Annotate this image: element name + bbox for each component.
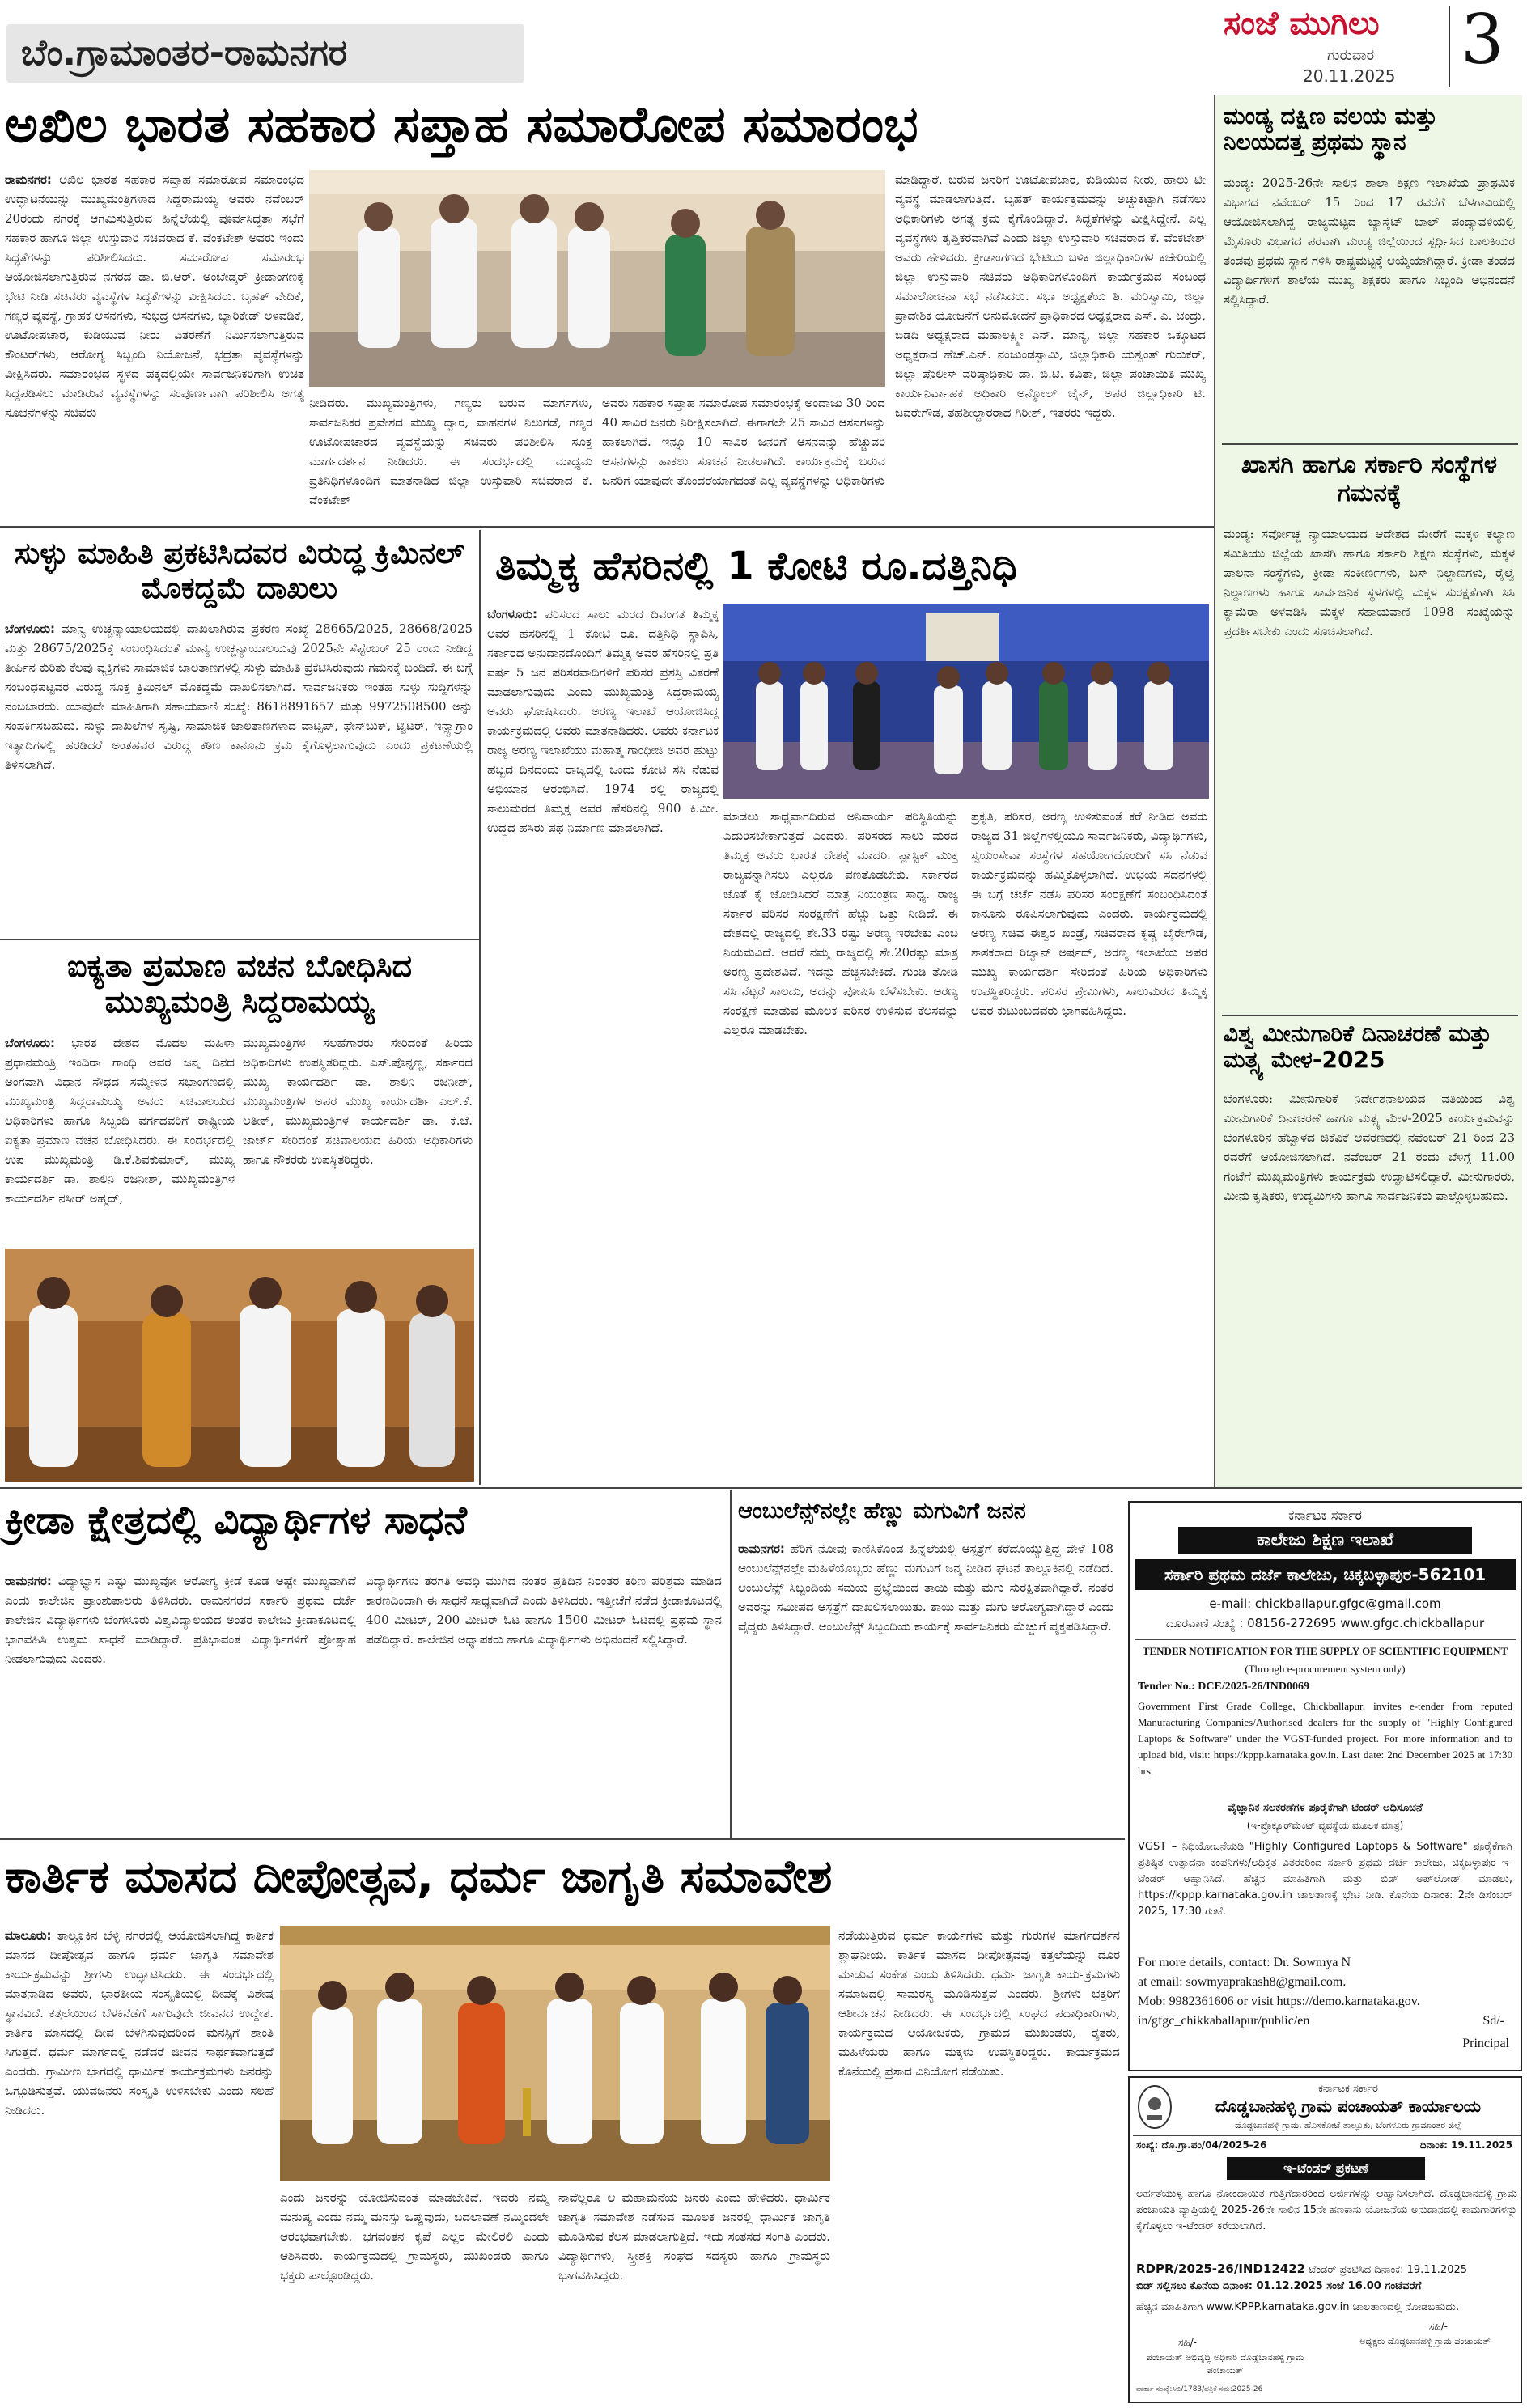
ad-gov-label: ಕರ್ನಾಟಕ ಸರ್ಕಾರ [1288,1507,1362,1523]
story-ambulance-birth [733,1490,1122,1838]
section-label-box [6,24,524,83]
story-col-4: ನಡೆಯುತ್ತಿರುವ ಧರ್ಮ ಕಾರ್ಯಗಳು ಮತ್ತು ಗುರುಗಳ ಮಾರ್ಗದರ್ಶನ ಶ್ಲಾಘನೀಯ. ಕಾರ್ತಿಕ ಮಾಸದ ದೀಪೋತ್ಸವವು ಕತ್ತಲೆಯನ್ನು ದೂರ ಮಾಡುವ ಸಂಕೇತ ಎಂದು ತಿಳಿಸಿದರು. ಧರ್ಮ ಜಾಗೃತಿ ಕಾರ್ಯಕ್ರಮಗಳು ಸಮಾಜದಲ್ಲಿ ಸಾಮರಸ್ಯ ಮೂಡಿಸುತ್ತವೆ ಎಂದರು. ಶ್ರೀಗಳು ಭಕ್ತರಿಗೆ ಆಶೀರ್ವಚನ ನೀಡಿದರು. ಈ ಸಂದರ್ಭದಲ್ಲಿ ಸಂಘದ ಪದಾಧಿಕಾರಿಗಳು, ಕಾರ್ಯಕ್ರಮದ ಆಯೋಜಕರು, ಗ್ರಾಮದ ಮುಖಂಡರು, ರೈತರು, ಮಹಿಳೆಯರು ಹಾಗೂ ಮಕ್ಕಳು ಉಪಸ್ಥಿತರಿದ್ದರು. ಕಾರ್ಯಕ್ರಮದ ಕೊನೆಯಲ್ಲಿ ಪ್ರಸಾದ ವಿನಿಯೋಗ ನಡೆಯಿತು. [838,1928,1120,2079]
ad-college-banner: ಸರ್ಕಾರಿ ಪ್ರಥಮ ದರ್ಜೆ ಕಾಲೇಜು, ಚಿಕ್ಕಬಳ್ಳಾಪುರ-562101 [1135,1559,1516,1590]
story-text [5,619,473,935]
dateline: ರಾಮನಗರ: [5,1574,52,1588]
brief-divider-1 [1222,443,1518,445]
story-photo [723,604,1209,799]
ad-sign-left: ಪಂಚಾಯತ್ ಅಭಿವೃದ್ಧಿ ಅಧಿಕಾರಿ ದೊಡ್ಡಬಾನಹಳ್ಳಿ ಗ್ರಾಮ ಪಂಚಾಯತ್ [1146,2352,1304,2376]
ad-divider [1133,2135,1521,2136]
ad-kn-head: ವೈಜ್ಞಾನಿಕ ಸಲಕರಣೆಗಳ ಪೂರೈಕೆಗಾಗಿ ಟೆಂಡರ್ ಅಧಿಸೂಚನೆ [1228,1802,1423,1814]
ad-site: ಹೆಚ್ಚಿನ ಮಾಹಿತಿಗಾಗಿ www.KPPP.karnataka.gov.in ಜಾಲತಾಣದಲ್ಲಿ ನೋಡಬಹುದು. [1136,2301,1460,2313]
ad-contact-2: at email: sowmyaprakash8@gmail.com. [1138,1975,1347,1989]
story-col-1 [5,1926,274,2400]
ad-tender-body: Government First Grade College, Chickballapur, invites e-tender from reputed Manufacturing Companies/Authorised dealers for the supply of "Highly Configured Laptops & Software" under the VGST-funded project. For more information and to upload bid, visit: https://kppp.karnataka.gov.in. Last date: 2nd December 2025 at 17:30 hrs. [1138,1700,1512,1777]
ad-tender-title: TENDER NOTIFICATION FOR THE SUPPLY OF SCIENTIFIC EQUIPMENT [1142,1645,1508,1657]
brand-name: ಸಂಜೆ ಮುಗಿಲು [1224,5,1380,42]
story-photo [280,1926,830,2181]
ad-kn-body: VGST – ನಿಧಿಯೋಜನೆಯಡಿ "Highly Configured Laptops & Software" ಪೂರೈಕೆಗಾಗಿ ಪ್ರತಿಷ್ಠಿತ ಉತ್ಪಾದನಾ ಕಂಪನಿಗಳು/ಅಧಿಕೃತ ವಿತರಕರಿಂದ ಸರ್ಕಾರಿ ಪ್ರಥಮ ದರ್ಜೆ ಕಾಲೇಜು, ಚಿಕ್ಕಬಳ್ಳಾಪುರ ಇ-ಟೆಂಡರ್ ಆಹ್ವಾನಿಸಿದೆ. ಹೆಚ್ಚಿನ ಮಾಹಿತಿಗಾಗಿ ಮತ್ತು ಬಿಡ್ ಅಪ್‌ಲೋಡ್ ಮಾಡಲು, https://kppp.karnataka.gov.in ಜಾಲತಾಣಕ್ಕೆ ಭೇಟಿ ನೀಡಿ. ಕೊನೆಯ ದಿನಾಂಕ: 2ನೇ ಡಿಸೆಂಬರ್ 2025, 17:30 ಗಂಟೆ. [1138,1841,1512,1918]
story-headline: ಆಂಬುಲೆನ್ಸ್‌ನಲ್ಲೇ ಹೆಣ್ಣು ಮಗುವಿಗೆ ಜನನ [738,1499,1026,1524]
tender-ad-college [1128,1501,1522,2071]
masthead [0,0,1527,97]
ad-ref: ಸಂಖ್ಯೆ: ದೊ.ಗ್ರಾ.ಪಂ/04/2025-26 [1136,2139,1267,2151]
story-photo [309,170,885,387]
row-divider-3 [0,1487,1522,1489]
ad-sd-left: ಸಹಿ/- [1178,2337,1197,2348]
tender-ad-panchayat [1128,2076,1522,2403]
ad-tender-banner: ಇ-ಟೆಂಡರ್ ಪ್ರಕಟಣೆ [1227,2157,1425,2180]
brief-text-1: ಮಂಡ್ಯ: 2025-26ನೇ ಸಾಲಿನ ಶಾಲಾ ಶಿಕ್ಷಣ ಇಲಾಖೆಯ ಪ್ರಾಥಮಿಕ ವಿಭಾಗದ ನವೆಂಬರ್ 15 ರಿಂದ 17 ರವರೆಗೆ ಬೆಳಗಾವಿಯಲ್ಲಿ ಆಯೋಜಿಸಲಾಗಿದ್ದ ರಾಜ್ಯಮಟ್ಟದ ಬ್ಯಾಸ್ಕೆಟ್ ಬಾಲ್ ಪಂದ್ಯಾವಳಿಯಲ್ಲಿ ಮೈಸೂರು ವಿಭಾಗದ ಪರವಾಗಿ ಮಂಡ್ಯ ಜಿಲ್ಲೆಯಿಂದ ಸ್ಪರ್ಧಿಸಿದ ಬಾಲಕಿಯರ ತಂಡವು ಪ್ರಥಮ ಸ್ಥಾನ ಗಳಿಸಿ ರಾಷ್ಟ್ರಮಟ್ಟಕ್ಕೆ ಆಯ್ಕೆಯಾಗಿದ್ದಾರೆ. ಕ್ರೀಡಾ ತಂಡದ ವಿದ್ಯಾರ್ಥಿಗಳಿಗೆ ಶಾಲೆಯ ಮುಖ್ಯ ಶಿಕ್ಷಕರು ಹಾಗೂ ಸಿಬ್ಬಂದಿ ಅಭಿನಂದನೆ ಸಲ್ಲಿಸಿದ್ದಾರೆ. [1224,176,1515,307]
story-karthika-deepotsava [0,1842,1125,2405]
story-text: ಪರಿಸರದ ಸಾಲು ಮರದ ದಿವಂಗತ ತಿಮ್ಮಕ್ಕ ಅವರ ಹೆಸರಿನಲ್ಲಿ 1 ಕೋಟಿ ರೂ. ದತ್ತಿನಿಧಿ ಸ್ಥಾಪಿಸಿ, ಸರ್ಕಾರದ ಅನುದಾನದೊಂದಿಗೆ ತಿಮ್ಮಕ್ಕ ಅವರ ಹೆಸರಿನಲ್ಲಿ ಪ್ರತಿ ವರ್ಷ 5 ಜನ ಪರಿಸರವಾದಿಗಳಿಗೆ ಪರಿಸರ ಪ್ರಶಸ್ತಿ ವಿತರಣೆ ಮಾಡಲಾಗುವುದು ಎಂದು ಮುಖ್ಯಮಂತ್ರಿ ಸಿದ್ದರಾಮಯ್ಯ ಅವರು ಘೋಷಿಸಿದರು. ಅರಣ್ಯ ಇಲಾಖೆ ಆಯೋಜಿಸಿದ್ದ ಕಾರ್ಯಕ್ರಮದಲ್ಲಿ ಅವರು ಮಾತನಾಡಿದರು. ಅವರು ಕರ್ನಾಟಕ ರಾಜ್ಯ ಅರಣ್ಯ ಇಲಾಖೆಯು ಮಹಾತ್ಮ ಗಾಂಧೀಜಿ ಅವರ ಹುಟ್ಟು ಹಬ್ಬದ ದಿನದಂದು ರಾಜ್ಯದಲ್ಲಿ ಒಂದು ಕೋಟಿ ಸಸಿ ನೆಡುವ ಅಭಿಯಾನ ಆರಂಭಿಸಿದೆ. 1974 ರಲ್ಲಿ ರಾಜ್ಯದಲ್ಲಿ ಸಾಲುಮರದ ತಿಮ್ಮಕ್ಕ ಅವರ ಹೆಸರಿನಲ್ಲಿ 900 ಕಿ.ಮೀ. ಉದ್ದದ ಹಸಿರು ಪಥ ನಿರ್ಮಾಣ ಮಾಡಲಾಗಿದೆ. [487,607,719,835]
dateline: ಬೆಂಗಳೂರು: [487,607,538,621]
story-unity-oath [0,943,477,1485]
story-col-1 [487,604,719,1478]
brief-headline-3: ವಿಶ್ವ ಮೀನುಗಾರಿಕೆ ದಿನಾಚರಣೆ ಮತ್ತು ಮತ್ಸ್ಯ ಮೇಳ-2025 [1224,1020,1492,1074]
ad-tender-no: Tender No.: DCE/2025-26/IND0069 [1138,1681,1309,1693]
col-divider-mid [730,1490,732,1838]
story-thimmakka-fund [482,530,1214,1485]
ad-ind [1136,2261,1517,2279]
ad-contact-4: in/gfgc_chikkaballapur/public/en [1138,2014,1310,2028]
ad-title: ದೊಡ್ಡಬಾನಹಳ್ಳಿ ಗ್ರಾಮ ಪಂಚಾಯತ್ ಕಾರ್ಯಾಲಯ [1215,2096,1482,2116]
brief-headline-1: ಮಂಡ್ಯ ದಕ್ಷಿಣ ವಲಯ ಮತ್ತು ನಿಲಯದತ್ತ ಪ್ರಥಮ ಸ್ಥಾನ [1224,103,1438,156]
ad-last-date: ಬಿಡ್ ಸಲ್ಲಿಸಲು ಕೊನೆಯ ದಿನಾಂಕ: 01.12.2025 ಸಂಜೆ 16.00 ಗಂಟೆವರೆಗೆ [1136,2280,1422,2292]
story-headline: ಕ್ರೀಡಾ ಕ್ಷೇತ್ರದಲ್ಲಿ ವಿದ್ಯಾರ್ಥಿಗಳ ಸಾಧನೆ [5,1498,467,1543]
story-col-2: ವಿದ್ಯಾರ್ಥಿಗಳು ತರಗತಿ ಅವಧಿ ಮುಗಿದ ನಂತರ ಪ್ರತಿದಿನ ನಿರಂತರ ಕಠಿಣ ಪರಿಶ್ರಮ ಮಾಡಿದ ಕಾರಣದಿಂದಾಗಿ ಈ ಸಾಧನೆ ಸಾಧ್ಯವಾಗಿದೆ ಎಂದು ತಿಳಿಸಿದರು. ಇತ್ತೀಚೆಗೆ ನಡೆದ ಕ್ರೀಡಾಕೂಟದಲ್ಲಿ 400 ಮೀಟರ್, 200 ಮೀಟರ್ ಓಟ ಹಾಗೂ 1500 ಮೀಟರ್ ಓಟದಲ್ಲಿ ಪ್ರಥಮ ಸ್ಥಾನ ಪಡೆದಿದ್ದಾರೆ. ಕಾಲೇಜಿನ ಅಧ್ಯಾಪಕರು ಹಾಗೂ ವಿದ್ಯಾರ್ಥಿಗಳು ಅಭಿನಂದನೆ ಸಲ್ಲಿಸಿದ್ದಾರೆ. [366,1574,722,1647]
ad-sd-right: ಸಹಿ/- [1429,2321,1448,2332]
ad-contact-3: Mob: 9982361606 or visit https://demo.karnataka.gov. [1138,1995,1420,2008]
ad-kn-sub: (ಇ-ಪ್ರೊಕ್ಯೂರ್‌ಮೆಂಟ್ ವ್ಯವಸ್ಥೆಯ ಮೂಲಕ ಮಾತ್ರ) [1246,1820,1404,1831]
story-cooperative-week [0,89,1214,526]
story-col-2: ಮಾಡಲು ಸಾಧ್ಯವಾಗದಿರುವ ಅನಿವಾರ್ಯ ಪರಿಸ್ಥಿತಿಯನ್ನು ಎದುರಿಸಬೇಕಾಗುತ್ತದೆ ಎಂದರು. ಪರಿಸರದ ಸಾಲು ಮರದ ತಿಮ್ಮಕ್ಕ ಅವರು ಭಾರತ ದೇಶಕ್ಕೆ ಮಾದರಿ. ಪ್ಲಾಸ್ಟಿಕ್ ಮುಕ್ತ ರಾಜ್ಯವನ್ನಾಗಿಸಲು ಎಲ್ಲರೂ ಪಣತೊಡಬೇಕು. ಸರ್ಕಾರದ ಜೊತೆ ಕೈ ಜೋಡಿಸಿದರೆ ಮಾತ್ರ ನಿಯಂತ್ರಣ ಸಾಧ್ಯ. ರಾಜ್ಯ ಸರ್ಕಾರ ಪರಿಸರ ಸಂರಕ್ಷಣೆಗೆ ಹೆಚ್ಚು ಒತ್ತು ನೀಡಿದೆ. ಈ ದೇಶದಲ್ಲಿ ರಾಜ್ಯದಲ್ಲಿ ಶೇ.33 ರಷ್ಟು ಅರಣ್ಯ ಇರಬೇಕು ಎಂಬ ನಿಯಮವಿದೆ. ಆದರೆ ನಮ್ಮ ರಾಜ್ಯದಲ್ಲಿ ಶೇ.20ರಷ್ಟು ಮಾತ್ರ ಅರಣ್ಯ ಪ್ರದೇಶವಿದೆ. ಇದನ್ನು ಹೆಚ್ಚಿಸಬೇಕಿದೆ. ಗುಂಡಿ ತೋಡಿ ಸಸಿ ನೆಟ್ಟರೆ ಸಾಲದು, ಅದನ್ನು ಪೋಷಿಸಿ ಬೆಳೆಸಬೇಕು. ಅರಣ್ಯ ಸಂರಕ್ಷಣೆ ಮಾಡುವ ಮೂಲಕ ಪರಿಸರ ಉಳಿಸುವ ಕೆಲಸವನ್ನು ಎಲ್ಲರೂ ಮಾಡಬೇಕು. [723,809,958,1037]
ad-contact-1: For more details, contact: Dr. Sowmya N [1138,1956,1351,1969]
story-col-3: ನಾವೆಲ್ಲರೂ ಆ ಮಹಾಮನೆಯ ಜನರು ಎಂದು ಹೇಳಿದರು. ಧಾರ್ಮಿಕ ಜಾಗೃತಿ ಸಮಾವೇಶ ನಡೆಸುವ ಮೂಲಕ ಜನರಲ್ಲಿ ಧಾರ್ಮಿಕ ಜಾಗೃತಿ ಮೂಡಿಸುವ ಕೆಲಸ ಮಾಡಲಾಗುತ್ತಿದೆ. ಇದು ಸಂತಸದ ಸಂಗತಿ ಎಂದರು. ವಿದ್ಯಾರ್ಥಿಗಳು, ಸ್ತ್ರೀಶಕ್ತಿ ಸಂಘದ ಸದಸ್ಯರು ಹಾಗೂ ಗ್ರಾಮಸ್ಥರು ಭಾಗವಹಿಸಿದ್ದರು. [558,2190,830,2283]
ad-ind-tail: ಟೆಂಡರ್ ಪ್ರಕಟಿಸಿದ ದಿನಾಂಕ: 19.11.2025 [1309,2264,1468,2276]
story-text: ಅಖಿಲ ಭಾರತ ಸಹಕಾರ ಸಪ್ತಾಹ ಸಮಾರೋಪ ಸಮಾರಂಭದ ಉದ್ಘಾಟನೆಯನ್ನು ಮುಖ್ಯಮಂತ್ರಿಗಳಾದ ಸಿದ್ದರಾಮಯ್ಯ ಅವರು ನವೆಂಬರ್ 20ರಂದು ನಗರಕ್ಕೆ ಆಗಮಿಸುತ್ತಿರುವ ಹಿನ್ನೆಲೆಯಲ್ಲಿ ಪೂರ್ವಸಿದ್ಧತಾ ಸಭೆಗೆ ಸಹಕಾರ ಹಾಗೂ ಜಿಲ್ಲಾ ಉಸ್ತುವಾರಿ ಸಚಿವರಾದ ಕೆ. ವೆಂಕಟೇಶ್ ಅವರು ಇಂದು ಸಿದ್ಧತೆಗಳನ್ನು ಪರಿಶೀಲಿಸಿದರು. ಸಮಾರೋಪ ಸಮಾರಂಭ ಆಯೋಜಿಸಲಾಗುತ್ತಿರುವ ನಗರದ ಡಾ. ಬಿ.ಆರ್. ಅಂಬೇಡ್ಕರ್ ಕ್ರೀಡಾಂಗಣಕ್ಕೆ ಭೇಟಿ ನೀಡಿ ಸಚಿವರು ವ್ಯವಸ್ಥೆಗಳ ಸಿದ್ಧತೆಗಳನ್ನು ವೀಕ್ಷಿಸಿದರು. ಬೃಹತ್ ವೇದಿಕೆ, ಗಣ್ಯರ ವ್ಯವಸ್ಥೆ, ಗ್ರಾಹಕ ಆಸನಗಳು, ಸುಭದ್ರ ಆಸನಗಳು, ಬ್ಯಾರಿಕೇಡ್ ಅಳವಡಿಕೆ, ಊಟೋಪಚಾರ, ಕುಡಿಯುವ ನೀರು ವಿತರಣೆಗೆ ನಿರ್ಮಿಸಲಾಗುತ್ತಿರುವ ಕೌಂಟರ್‌ಗಳು, ಆರೋಗ್ಯ ಸಿಬ್ಬಂದಿ ನಿಯೋಜನೆ, ಭದ್ರತಾ ವ್ಯವಸ್ಥೆಗಳನ್ನು ವೀಕ್ಷಿಸಿದರು. ಸಮಾರಂಭದ ಸ್ಥಳದ ಪಕ್ಕದಲ್ಲಿಯೇ ಸಾರ್ವಜನಿಕರಿಗಾಗಿ ಉಚಿತ ಸಿದ್ದಪಡಿಸಲು ಮಾಡಿರುವ ವ್ಯವಸ್ಥೆಗಳನ್ನು ಸಂಪೂರ್ಣವಾಗಿ ಪರಿಶೀಲಿಸಿ ಅಗತ್ಯ ಸೂಚನೆಗಳನ್ನು ಸಚಿವರು [5,172,304,420]
story-photo [5,1249,474,1482]
ad-date: ದಿನಾಂಕ: 19.11.2025 [1419,2139,1512,2151]
brief-headline-2: ಖಾಸಗಿ ಹಾಗೂ ಸರ್ಕಾರಿ ಸಂಸ್ಥೆಗಳ ಗಮನಕ್ಕೆ [1241,451,1498,507]
col-divider-left [479,530,481,1485]
issue-date: 20.11.2025 [1303,66,1396,86]
story-col-1 [5,1033,235,1242]
ad-dept-banner: ಕಾಲೇಜು ಶಿಕ್ಷಣ ಇಲಾಖೆ [1178,1527,1472,1554]
ad-gov-label: ಕರ್ನಾಟಕ ಸರ್ಕಾರ [1318,2083,1378,2095]
issue-day: ಗುರುವಾರ [1327,47,1375,64]
ad-sd: Sd/- [1482,2014,1504,2028]
story-text: ಭಾರತ ದೇಶದ ಮೊದಲ ಮಹಿಳಾ ಪ್ರಧಾನಮಂತ್ರಿ ಇಂದಿರಾ ಗಾಂಧಿ ಅವರ ಜನ್ಮ ದಿನದ ಅಂಗವಾಗಿ ವಿಧಾನ ಸೌಧದ ಸಮ್ಮೇಳನ ಸಭಾಂಗಣದಲ್ಲಿ ಮುಖ್ಯಮಂತ್ರಿ ಸಿದ್ದರಾಮಯ್ಯ ಅವರು ಸಚಿವಾಲಯದ ಅಧಿಕಾರಿಗಳು ಹಾಗೂ ಸಿಬ್ಬಂದಿ ವರ್ಗದವರಿಗೆ ರಾಷ್ಟ್ರೀಯ ಐಕ್ಯತಾ ಪ್ರಮಾಣ ವಚನ ಬೋಧಿಸಿದರು. ಈ ಸಂದರ್ಭದಲ್ಲಿ ಉಪ ಮುಖ್ಯಮಂತ್ರಿ ಡಿ.ಕೆ.ಶಿವಕುಮಾರ್, ಮುಖ್ಯ ಕಾರ್ಯದರ್ಶಿ ಡಾ. ಶಾಲಿನಿ ರಜನೀಶ್, ಮುಖ್ಯಮಂತ್ರಿಗಳ ಕಾರ್ಯದರ್ಶಿ ನಸೀರ್ ಅಹ್ಮದ್, [5,1036,235,1206]
ad-email: e-mail: chickballapur.gfgc@gmail.com [1209,1596,1441,1611]
story-headline: ಕಾರ್ತಿಕ ಮಾಸದ ದೀಪೋತ್ಸವ, ಧರ್ಮ ಜಾಗೃತಿ ಸಮಾವೇಶ [5,1851,833,1903]
story-body: ಹೆರಿಗೆ ನೋವು ಕಾಣಿಸಿಕೊಂಡ ಹಿನ್ನೆಲೆಯಲ್ಲಿ ಆಸ್ಪತ್ರೆಗೆ ಕರೆದೊಯ್ಯುತ್ತಿದ್ದ ವೇಳೆ 108 ಆಂಬುಲೆನ್ಸ್‌ನಲ್ಲೇ ಮಹಿಳೆಯೊಬ್ಬರು ಹೆಣ್ಣು ಮಗುವಿಗೆ ಜನ್ಮ ನೀಡಿದ ಘಟನೆ ತಾಲ್ಲೂಕಿನಲ್ಲಿ ನಡೆದಿದೆ. ಆಂಬುಲೆನ್ಸ್ ಸಿಬ್ಬಂದಿಯ ಸಮಯ ಪ್ರಜ್ಞೆಯಿಂದ ತಾಯಿ ಮತ್ತು ಮಗು ಸುರಕ್ಷಿತವಾಗಿದ್ದಾರೆ. ನಂತರ ಅವರನ್ನು ಸಮೀಪದ ಆಸ್ಪತ್ರೆಗೆ ದಾಖಲಿಸಲಾಯಿತು. ತಾಯಿ ಮತ್ತು ಮಗು ಆರೋಗ್ಯವಾಗಿದ್ದಾರೆ ಎಂದು ವೈದ್ಯರು ತಿಳಿಸಿದ್ದಾರೆ. ಆಂಬುಲೆನ್ಸ್ ಸಿಬ್ಬಂದಿಯ ಕಾರ್ಯಕ್ಕೆ ಸಾರ್ವಜನಿಕರು ಮೆಚ್ಚುಗೆ ವ್ಯಕ್ತಪಡಿಸಿದ್ದಾರೆ. [738,1541,1113,1634]
dateline: ರಾಮನಗರ: [5,172,52,187]
story-headline: ತಿಮ್ಮಕ್ಕ ಹೆಸರಿನಲ್ಲಿ 1 ಕೋಟಿ ರೂ.ದತ್ತಿನಿಧಿ [495,544,1017,589]
page-number: 3 [1461,0,1504,79]
story-col-4: ಮಾಡಿದ್ದಾರೆ. ಬರುವ ಜನರಿಗೆ ಊಟೋಪಚಾರ, ಕುಡಿಯುವ ನೀರು, ಹಾಲು ಟೀ ವ್ಯವಸ್ಥೆ ಮಾಡಲಾಗುತ್ತಿದೆ. ಬೃಹತ್ ಕಾರ್ಯಕ್ರಮವನ್ನು ಅಚ್ಚುಕಟ್ಟಾಗಿ ನಡೆಸಲು ಅಧಿಕಾರಿಗಳು ಅಗತ್ಯ ಕ್ರಮ ಕೈಗೊಂಡಿದ್ದಾರೆ. ಸಿದ್ಧತೆಗಳನ್ನು ವೀಕ್ಷಿಸಿದ್ದೇನೆ. ಎಲ್ಲ ವ್ಯವಸ್ಥೆಗಳು ತೃಪ್ತಿಕರವಾಗಿವೆ ಎಂದು ಜಿಲ್ಲಾ ಉಸ್ತುವಾರಿ ಸಚಿವರಾದ ಕೆ. ವೆಂಕಟೇಶ್ ಅವರು ಹೇಳಿದರು. ಕ್ರೀಡಾಂಗಣದ ಭೇಟಿಯ ಬಳಿಕ ಜಿಲ್ಲಾಧಿಕಾರಿಗಳ ಕಚೇರಿಯಲ್ಲಿ ಜಿಲ್ಲಾ ಉಸ್ತುವಾರಿ ಸಚಿವರು ಅಧಿಕಾರಿಗಳೊಂದಿಗೆ ಕಾರ್ಯಕ್ರಮದ ಸಂಬಂಧ ಸಮಾಲೋಚನಾ ಸಭೆ ನಡೆಸಿದರು. ಸಭಾ ಅಧ್ಯಕ್ಷತೆಯ ಶಿ. ಮರಿಸ್ವಾಮಿ, ಜಿಲ್ಲಾ ಪ್ರಾದೇಶಿಕ ಯೋಜನೆಗೆ ಅನುಮೋದನೆ ಪ್ರಾಧಿಕಾರದ ಅಧ್ಯಕ್ಷರಾದ ಎಸ್. ಎ. ಚಂದ್ರು, ಬಿಡದಿ ಅಧ್ಯಕ್ಷರಾದ ಮಹಾಲಕ್ಷ್ಮೀ ಎನ್. ಮಾನ್ಯ, ಜಿಲ್ಲಾ ಸಹಕಾರ ಒಕ್ಕೂಟದ ಅಧ್ಯಕ್ಷರಾದ ಹೆಚ್.ಎನ್. ನಂಜುಂಡಸ್ವಾಮಿ, ಜಿಲ್ಲಾಧಿಕಾರಿ ಯಶ್ವಂತ್ ಗುರುಕರ್, ಜಿಲ್ಲಾ ಪೊಲೀಸ್ ವರಿಷ್ಠಾಧಿಕಾರಿ ಡಾ. ಬಿ.ಟಿ. ಕವಿತಾ, ಜಿಲ್ಲಾ ಪಂಚಾಯಿತಿ ಮುಖ್ಯ ಕಾರ್ಯನಿರ್ವಾಹಕ ಅಧಿಕಾರಿ ಅನ್ಮೋಲ್ ಜೈನ್, ಅಪರ ಜಿಲ್ಲಾಧಿಕಾರಿ ಟಿ. ಜವರೇಗೌಡ, ತಹಶೀಲ್ದಾರರಾದ ಗಿರೀಶ್, ಇತರರು ಇದ್ದರು. [895,172,1206,420]
brief-text-3: ಬೆಂಗಳೂರು: ಮೀನುಗಾರಿಕೆ ನಿರ್ದೇಶನಾಲಯದ ವತಿಯಿಂದ ವಿಶ್ವ ಮೀನುಗಾರಿಕೆ ದಿನಾಚರಣೆ ಹಾಗೂ ಮತ್ಸ್ಯ ಮೇಳ-2025 ಕಾರ್ಯಕ್ರಮವನ್ನು ಬೆಂಗಳೂರಿನ ಹೆಬ್ಬಾಳದ ಜಿಕೆವಿಕೆ ಆವರಣದಲ್ಲಿ ನವೆಂಬರ್ 21 ರಿಂದ 23 ರವರೆಗೆ ಆಯೋಜಿಸಲಾಗಿದೆ. ನವೆಂಬರ್ 21 ರಂದು ಬೆಳಿಗ್ಗೆ 11.00 ಗಂಟೆಗೆ ಮುಖ್ಯಮಂತ್ರಿಗಳು ಕಾರ್ಯಕ್ರಮ ಉದ್ಘಾಟಿಸಲಿದ್ದಾರೆ. ಮೀನುಗಾರರು, ಮೀನು ಕೃಷಿಕರು, ಉದ್ಯಮಿಗಳು ಹಾಗೂ ಸಾರ್ವಜನಿಕರು ಪಾಲ್ಗೊಳ್ಳಬಹುದು. [1224,1092,1515,1203]
sidebar-briefs [1214,95,1522,1487]
dateline: ಬೆಂಗಳೂರು: [5,621,56,636]
ad-address: ದೊಡ್ಡಬಾನಹಳ್ಳಿ ಗ್ರಾಮ, ಹೊಸಕೋಟೆ ತಾಲ್ಲೂಕು, ಬೆಂಗಳೂರು ಗ್ರಾಮಾಂತರ ಜಿಲ್ಲೆ [1235,2120,1461,2130]
ad-body: ಅರ್ಹತೆಯುಳ್ಳ ಹಾಗೂ ನೋಂದಾಯಿತ ಗುತ್ತಿಗೆದಾರರಿಂದ ಅರ್ಜಿಗಳನ್ನು ಆಹ್ವಾನಿಸಲಾಗಿದೆ. ದೊಡ್ಡಬಾನಹಳ್ಳಿ ಗ್ರಾಮ ಪಂಚಾಯತಿ ವ್ಯಾಪ್ತಿಯಲ್ಲಿ 2025-26ನೇ ಸಾಲಿನ 15ನೇ ಹಣಕಾಸು ಯೋಜನೆಯ ಅನುದಾನದಲ್ಲಿ ಕಾಮಗಾರಿಗಳನ್ನು ಕೈಗೊಳ್ಳಲು ಇ-ಟೆಂಡರ್ ಕರೆಯಲಾಗಿದೆ. [1136,2188,1517,2232]
dateline: ಬೆಂಗಳೂರು: [5,1036,56,1050]
dateline: ಮಾಲೂರು: [5,1928,52,1943]
ad-ind-number: RDPR/2025-26/IND12422 [1136,2262,1306,2276]
dateline: ರಾಮನಗರ: [738,1541,785,1556]
story-headline: ಐಕ್ಯತಾ ಪ್ರಮಾಣ ವಚನ ಬೋಧಿಸಿದ ಮುಖ್ಯಮಂತ್ರಿ ಸಿದ್ದರಾಮಯ್ಯ [66,948,413,1020]
story-col-3: ಅವರು ಸಹಕಾರ ಸಪ್ತಾಹ ಸಮಾರೋಪ ಸಮಾರಂಭಕ್ಕೆ ಅಂದಾಜು 30 ರಿಂದ 40 ಸಾವಿರ ಜನರು ನಿರೀಕ್ಷಿಸಲಾಗಿದೆ. ಈಗಾಗಲೇ 25 ಸಾವಿರ ಆಸನಗಳನ್ನು ಹಾಕಲಾಗಿದೆ. ಇನ್ನೂ 10 ಸಾವಿರ ಜನರಿಗೆ ಆಸನವನ್ನು ಹೆಚ್ಚುವರಿ ಆಸನಗಳನ್ನು ಹಾಕಲು ಸೂಚನೆ ನೀಡಲಾಗಿದೆ. ಕಾರ್ಯಕ್ರಮಕ್ಕೆ ಬರುವ ಜನರಿಗೆ ಯಾವುದೇ ತೊಂದರೆಯಾಗದಂತೆ ಎಲ್ಲ ವ್ಯವಸ್ಥೆಗಳನ್ನು ಅಧಿಕಾರಿಗಳು [602,396,885,488]
row-divider-4 [0,1838,1125,1840]
story-headline: ಅಖಿಲ ಭಾರತ ಸಹಕಾರ ಸಪ್ತಾಹ ಸಮಾರೋಪ ಸಮಾರಂಭ [5,95,918,154]
story-text [738,1539,1113,1834]
story-col-2: ನೀಡಿದರು. ಮುಖ್ಯಮಂತ್ರಿಗಳು, ಗಣ್ಯರು ಬರುವ ಮಾರ್ಗಗಳು, ಸಾರ್ವಜನಿಕರ ಪ್ರವೇಶದ ಮುಖ್ಯ ದ್ವಾರ, ವಾಹನಗಳ ನಿಲುಗಡೆ, ಗಣ್ಯರ ಊಟೋಪಚಾರದ ವ್ಯವಸ್ಥೆಯನ್ನು ಸಚಿವರು ಪರಿಶೀಲಿಸಿ ಸೂಕ್ತ ಮಾರ್ಗದರ್ಶನ ನೀಡಿದರು. ಈ ಸಂದರ್ಭದಲ್ಲಿ ಮಾಧ್ಯಮ ಪ್ರತಿನಿಧಿಗಳೊಂದಿಗೆ ಮಾತನಾಡಿದ ಜಿಲ್ಲಾ ಉಸ್ತುವಾರಿ ಸಚಿವರಾದ ಕೆ. ವೆಂಕಟೇಶ್ [309,396,592,507]
story-false-info [0,530,477,939]
karnataka-emblem [1136,2084,1173,2130]
story-text: ವಿದ್ಯಾಭ್ಯಾಸ ಎಷ್ಟು ಮುಖ್ಯವೋ ಆರೋಗ್ಯ ಕ್ರೀಡೆ ಕೂಡ ಅಷ್ಟೇ ಮುಖ್ಯವಾಗಿದೆ ಎಂದು ಕಾಲೇಜಿನ ಪ್ರಾಂಶುಪಾಲರು ತಿಳಿಸಿದರು. ರಾಮನಗರದ ಸರ್ಕಾರಿ ಪ್ರಥಮ ದರ್ಜೆ ಕಾಲೇಜಿನ ವಿದ್ಯಾರ್ಥಿಗಳು ಬೆಂಗಳೂರು ವಿಶ್ವವಿದ್ಯಾಲಯದ ಅಂತರ ಕಾಲೇಜು ಕ್ರೀಡಾಕೂಟದಲ್ಲಿ ಭಾಗವಹಿಸಿ ಉತ್ತಮ ಸಾಧನೆ ಮಾಡಿದ್ದಾರೆ. ಪ್ರತಿಭಾವಂತ ವಿದ್ಯಾರ್ಥಿಗಳಿಗೆ ಪ್ರೋತ್ಸಾಹ ನೀಡಲಾಗುವುದು ಎಂದರು. [5,1574,356,1666]
ad-phone: ದೂರವಾಣಿ ಸಂಖ್ಯೆ : 08156-272695 www.gfgc.chickballapur [1165,1616,1485,1630]
story-col-1 [5,1571,356,1834]
story-col-3: ಪ್ರಕೃತಿ, ಪರಿಸರ, ಅರಣ್ಯ ಉಳಿಸುವಂತೆ ಕರೆ ನೀಡಿದ ಅವರು ರಾಜ್ಯದ 31 ಜಿಲ್ಲೆಗಳಲ್ಲಿಯೂ ಸಾರ್ವಜನಿಕರು, ವಿದ್ಯಾರ್ಥಿಗಳು, ಸ್ವಯಂಸೇವಾ ಸಂಸ್ಥೆಗಳ ಸಹಯೋಗದೊಂದಿಗೆ ಸಸಿ ನೆಡುವ ಕಾರ್ಯಕ್ರಮವನ್ನು ಹಮ್ಮಿಕೊಳ್ಳಲಾಗಿದೆ. ಉಭಯ ಸದನಗಳಲ್ಲಿ ಈ ಬಗ್ಗೆ ಚರ್ಚೆ ನಡೆಸಿ ಪರಿಸರ ಸಂರಕ್ಷಣೆಗೆ ಸಂಬಂಧಿಸಿದಂತೆ ಕಾನೂನು ರೂಪಿಸಲಾಗುವುದು ಎಂದರು. ಕಾರ್ಯಕ್ರಮದಲ್ಲಿ ಅರಣ್ಯ ಸಚಿವ ಈಶ್ವರ ಖಂಡ್ರೆ, ಸಚಿವರಾದ ಕೃಷ್ಣ ಬೈರೇಗೌಡ, ಶಾಸಕರಾದ ರಿಜ್ವಾನ್ ಅರ್ಷದ್, ಅರಣ್ಯ ಇಲಾಖೆಯ ಅಪರ ಮುಖ್ಯ ಕಾರ್ಯದರ್ಶಿ ಸೇರಿದಂತೆ ಹಿರಿಯ ಅಧಿಕಾರಿಗಳು ಉಪಸ್ಥಿತರಿದ್ದರು. ಪರಿಸರ ಪ್ರೇಮಿಗಳು, ಸಾಲುಮರದ ತಿಮ್ಮಕ್ಕ ಅವರ ಕುಟುಂಬದವರು ಭಾಗವಹಿಸಿದ್ದರು. [971,809,1207,1018]
story-text: ತಾಲ್ಲೂಕಿನ ಬೆಳ್ಳಿ ನಗರದಲ್ಲಿ ಆಯೋಜಿಸಲಾಗಿದ್ದ ಕಾರ್ತಿಕ ಮಾಸದ ದೀಪೋತ್ಸವ ಹಾಗೂ ಧರ್ಮ ಜಾಗೃತಿ ಸಮಾವೇಶ ಕಾರ್ಯಕ್ರಮವನ್ನು ಶ್ರೀಗಳು ಉದ್ಘಾಟಿಸಿದರು. ಈ ಸಂದರ್ಭದಲ್ಲಿ ಮಾತನಾಡಿದ ಅವರು, ಭಾರತೀಯ ಸಂಸ್ಕೃತಿಯಲ್ಲಿ ದೀಪಕ್ಕೆ ವಿಶೇಷ ಸ್ಥಾನವಿದೆ. ಕತ್ತಲೆಯಿಂದ ಬೆಳಕಿನೆಡೆಗೆ ಸಾಗುವುದೇ ಜೀವನದ ಉದ್ದೇಶ. ಕಾರ್ತಿಕ ಮಾಸದಲ್ಲಿ ದೀಪ ಬೆಳಗಿಸುವುದರಿಂದ ಮನಸ್ಸಿಗೆ ಶಾಂತಿ ಸಿಗುತ್ತದೆ. ಧರ್ಮ ಮಾರ್ಗದಲ್ಲಿ ನಡೆದರೆ ಜೀವನ ಸಾರ್ಥಕವಾಗುತ್ತದೆ ಎಂದರು. ಗ್ರಾಮೀಣ ಭಾಗದಲ್ಲಿ ಧಾರ್ಮಿಕ ಕಾರ್ಯಕ್ರಮಗಳು ಜನರನ್ನು ಒಗ್ಗೂಡಿಸುತ್ತವೆ. ಯುವಜನರು ಸಂಸ್ಕೃತಿ ಉಳಿಸಬೇಕು ಎಂದು ಸಲಹೆ ನೀಡಿದರು. [5,1928,274,2118]
story-student-sports [0,1490,728,1838]
story-col-1 [5,170,304,518]
story-col-2: ಎಂದು ಜನರನ್ನು ಯೋಚಿಸುವಂತೆ ಮಾಡಬೇಕಿದೆ. ಇವರು ನಮ್ಮ ಮನುಷ್ಯ ಎಂದು ನಮ್ಮ ಮನಸ್ಸು ಒಪ್ಪುವುದು, ಬದಲಾವಣೆ ನಮ್ಮಿಂದಲೇ ಆರಂಭವಾಗಬೇಕು. ಭಗವಂತನ ಕೃಪೆ ಎಲ್ಲರ ಮೇಲಿರಲಿ ಎಂದು ಆಶಿಸಿದರು. ಕಾರ್ಯಕ್ರಮದಲ್ಲಿ ಗ್ರಾಮಸ್ಥರು, ಮುಖಂಡರು ಹಾಗೂ ಭಕ್ತರು ಪಾಲ್ಗೊಂಡಿದ್ದರು. [280,2190,549,2283]
row-divider-2 [0,939,479,940]
section-label: ಬೆಂ.ಗ್ರಾಮಾಂತರ-ರಾಮನಗರ [21,32,348,74]
ad-footer: ವಾರ್ತಾ ಸಂಖ್ಯೆ:ಸಿಬಿ/1783/ಪತ್ರಿಕೆ ಸಮ:2025-26 [1136,2385,1263,2393]
ad-sign-right: ಅಧ್ಯಕ್ಷರು ದೊಡ್ಡಬಾನಹಳ್ಳಿ ಗ್ರಾಮ ಪಂಚಾಯತ್ [1359,2336,1491,2347]
page-number-divider [1449,6,1450,87]
ad-tender-sub: (Through e-procurement system only) [1245,1663,1406,1675]
story-col-2: ಮುಖ್ಯಮಂತ್ರಿಗಳ ಸಲಹೆಗಾರರು ಸೇರಿದಂತೆ ಹಿರಿಯ ಅಧಿಕಾರಿಗಳು ಉಪಸ್ಥಿತರಿದ್ದರು. ಎಸ್.ಪೊನ್ನಣ್ಣ, ಸರ್ಕಾರದ ಮುಖ್ಯ ಕಾರ್ಯದರ್ಶಿ ಡಾ. ಶಾಲಿನಿ ರಜನೀಶ್, ಮುಖ್ಯಮಂತ್ರಿಗಳ ಅಪರ ಮುಖ್ಯ ಕಾರ್ಯದರ್ಶಿ ಎಲ್.ಕೆ. ಅತೀಕ್, ಮುಖ್ಯಮಂತ್ರಿಗಳ ಕಾರ್ಯದರ್ಶಿ ಡಾ. ಕೆ.ಜೆ. ಜಾರ್ಜ್ ಸೇರಿದಂತೆ ಸಚಿವಾಲಯದ ಹಿರಿಯ ಅಧಿಕಾರಿಗಳು ಹಾಗೂ ನೌಕರರು ಉಪಸ್ಥಿತರಿದ್ದರು. [243,1036,473,1167]
brief-text-2: ಮಂಡ್ಯ: ಸರ್ವೋಚ್ಚ ನ್ಯಾಯಾಲಯದ ಆದೇಶದ ಮೇರೆಗೆ ಮಕ್ಕಳ ಕಲ್ಯಾಣ ಸಮಿತಿಯು ಜಿಲ್ಲೆಯ ಖಾಸಗಿ ಹಾಗೂ ಸರ್ಕಾರಿ ಶಿಕ್ಷಣ ಸಂಸ್ಥೆಗಳು, ಮಕ್ಕಳ ಪಾಲನಾ ಸಂಸ್ಥೆಗಳು, ಕ್ರೀಡಾ ಸಂಕೀರ್ಣಗಳು, ಬಸ್ ನಿಲ್ದಾಣಗಳು, ರೈಲ್ವೆ ನಿಲ್ದಾಣಗಳು ಹಾಗೂ ಸಾರ್ವಜನಿಕ ಸ್ಥಳಗಳಲ್ಲಿ ಮಕ್ಕಳ ಸುರಕ್ಷತೆಗಾಗಿ ಸಿಸಿ ಕ್ಯಾಮೆರಾ ಅಳವಡಿಸಿ ಮಕ್ಕಳ ಸಹಾಯವಾಣಿ 1098 ಸಂಖ್ಯೆಯನ್ನು ಪ್ರದರ್ಶಿಸಬೇಕು ಎಂದು ಸೂಚಿಸಲಾಗಿದೆ. [1224,527,1515,638]
ad-signatory: Principal [1462,2037,1509,2050]
story-headline: ಸುಳ್ಳು ಮಾಹಿತಿ ಪ್ರಕಟಿಸಿದವರ ವಿರುದ್ಧ ಕ್ರಿಮಿನಲ್ ಮೊಕದ್ದಮೆ ದಾಖಲು [14,536,465,605]
row-divider-1 [0,526,1214,528]
brief-divider-2 [1222,1015,1518,1016]
ad-divider [1135,1639,1516,1640]
story-body: ಮಾನ್ಯ ಉಚ್ಚನ್ಯಾಯಾಲಯದಲ್ಲಿ ದಾಖಲಾಗಿರುವ ಪ್ರಕರಣ ಸಂಖ್ಯೆ 28665/2025, 28668/2025 ಮತ್ತು 28675/2025ಕ್ಕೆ ಸಂಬಂಧಿಸಿದಂತೆ ಮಾನ್ಯ ಉಚ್ಚನ್ಯಾಯಾಲಯವು 2025ನೇ ಸೆಪ್ಟೆಂಬರ್ 25 ರಂದು ನೀಡಿದ್ದ ತೀರ್ಪಿನ ಕುರಿತು ಕೆಲವು ವ್ಯಕ್ತಿಗಳು ಸಾಮಾಜಿಕ ಜಾಲತಾಣಗಳಲ್ಲಿ ಸುಳ್ಳು ಮಾಹಿತಿ ಪ್ರಕಟಿಸಿರುವುದು ಗಮನಕ್ಕೆ ಬಂದಿದೆ. ಈ ಬಗ್ಗೆ ಸಂಬಂಧಪಟ್ಟವರ ವಿರುದ್ಧ ಸೂಕ್ತ ಕ್ರಿಮಿನಲ್ ಮೊಕದ್ದಮೆ ದಾಖಲಿಸಲಾಗಿದೆ. ಸಾರ್ವಜನಿಕರು ಇಂತಹ ಸುಳ್ಳು ಸುದ್ದಿಗಳನ್ನು ನಂಬಬಾರದು. ಯಾವುದೇ ಮಾಹಿತಿಗಾಗಿ ಸಹಾಯವಾಣಿ ಸಂಖ್ಯೆ: 8618891657 ಮತ್ತು 9972508500 ಅನ್ನು ಸಂಪರ್ಕಿಸಬಹುದು. ಸುಳ್ಳು ದಾಖಲೆಗಳ ಸೃಷ್ಟಿ, ಸಾಮಾಜಿಕ ಜಾಲತಾಣಗಳಾದ ವಾಟ್ಸಪ್, ಫೇಸ್‌ಬುಕ್, ಟ್ವಿಟರ್, ಇನ್ಸ್ಟಾಗ್ರಾಂ ಇತ್ಯಾದಿಗಳಲ್ಲಿ ಹರಡಿದರೆ ಅಂತಹವರ ವಿರುದ್ಧ ಕಠಿಣ ಕಾನೂನು ಕ್ರಮ ಕೈಗೊಳ್ಳಲಾಗುವುದು ಎಂದು ಪ್ರಕಟಣೆಯಲ್ಲಿ ತಿಳಿಸಲಾಗಿದೆ. [5,621,473,772]
